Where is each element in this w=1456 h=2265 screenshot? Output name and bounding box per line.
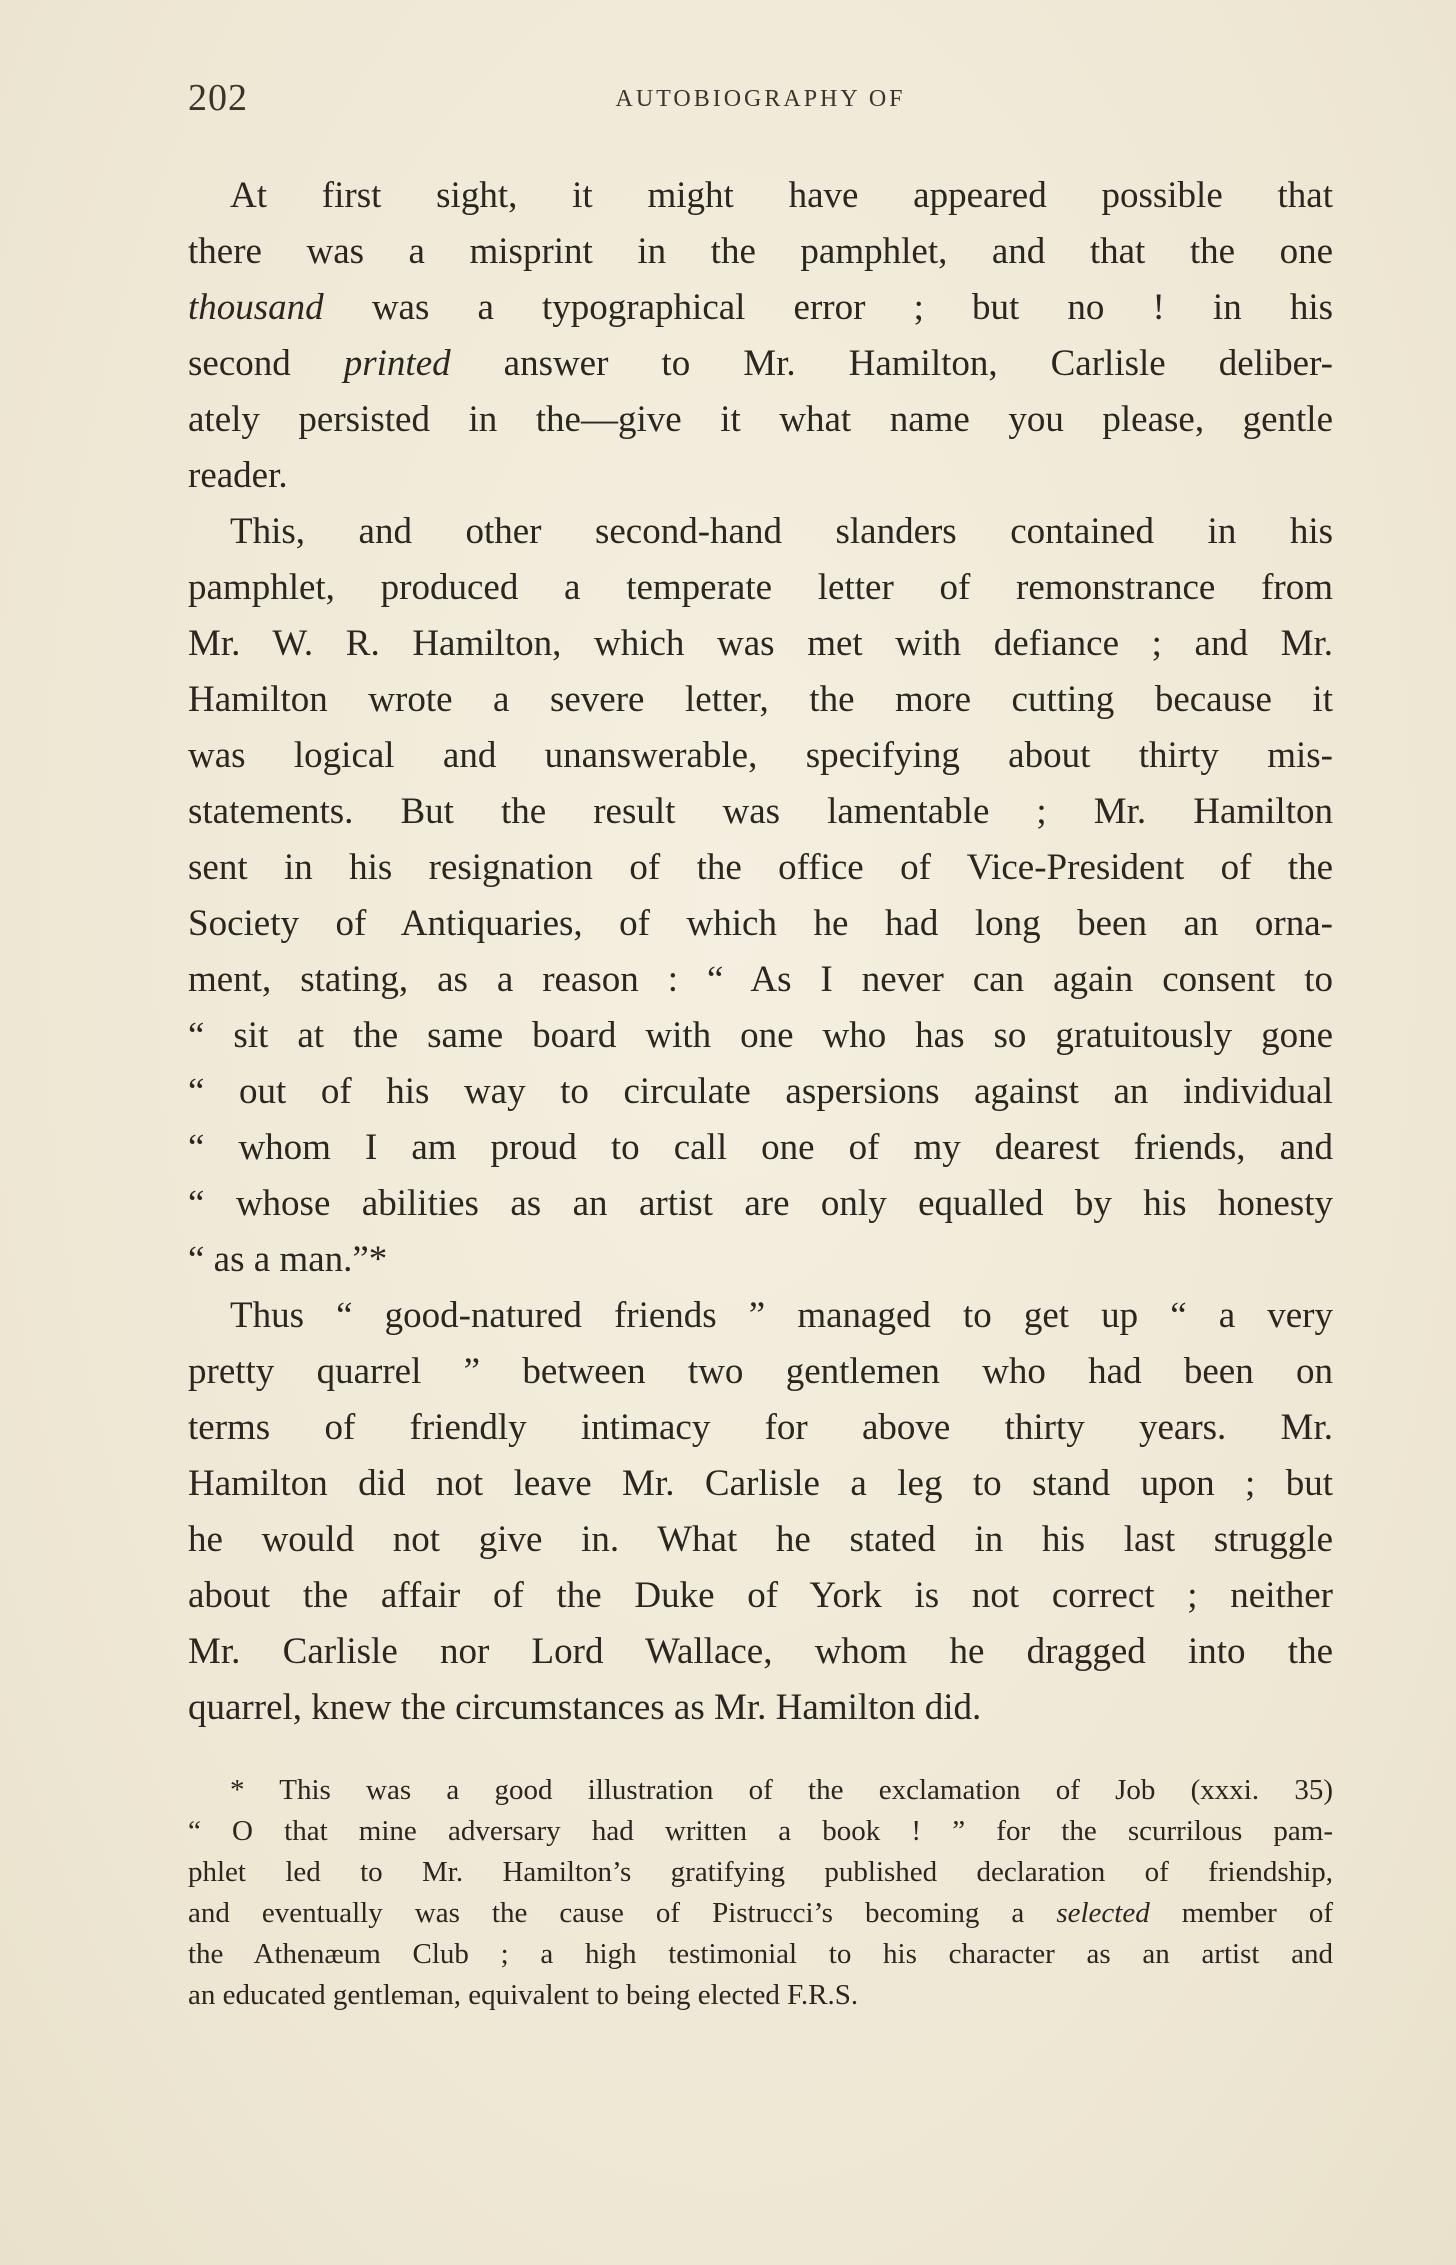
text-line-part: answer to Mr. Hamilton, Carlisle deliber- xyxy=(503,343,1334,384)
text-line-part: second xyxy=(188,343,291,384)
text-line xyxy=(188,336,1333,392)
text-line: “ sit at the same board with one who has so gratuitously gone xyxy=(188,1015,1333,1056)
text-line: This, and other second-hand slanders contained in his xyxy=(230,511,1333,552)
text-line: he would not give in. What he stated in his last struggle xyxy=(188,1519,1333,1560)
footnote-line: * This was a good illustration of the exclamation of Job (xxxi. 35) xyxy=(230,1774,1333,1806)
text-line-part: was a typographical error ; but no ! in his xyxy=(371,287,1333,328)
footnote-line: the Athenæum Club ; a high testimonial to his character as an artist and xyxy=(188,1938,1333,1970)
text-line: ment, stating, as a reason : “ As I never can again consent to xyxy=(188,959,1333,1000)
text-line: Thus “ good-natured friends ” managed to get up “ a very xyxy=(230,1295,1333,1336)
text-line: pretty quarrel ” between two gentlemen who had been on xyxy=(188,1351,1333,1392)
footnote-line: “ O that mine adversary had written a book ! ” for the scurrilous pam- xyxy=(188,1815,1333,1847)
text-line: reader. xyxy=(188,455,288,496)
text-line: terms of friendly intimacy for above thirty years. Mr. xyxy=(188,1407,1333,1448)
footnote xyxy=(188,1770,1333,2016)
italic-word: printed xyxy=(343,343,451,384)
footnote-line: an educated gentleman, equivalent to being elected F.R.S. xyxy=(188,1979,859,2011)
body-text xyxy=(188,168,1333,1736)
text-line: Mr. W. R. Hamilton, which was met with defiance ; and Mr. xyxy=(188,623,1333,664)
text-line: pamphlet, produced a temperate letter of remonstrance from xyxy=(188,567,1333,608)
page-header xyxy=(188,76,1333,126)
text-line: “ whom I am proud to call one of my dearest friends, and xyxy=(188,1127,1333,1168)
text-line: Hamilton did not leave Mr. Carlisle a leg to stand upon ; but xyxy=(188,1463,1333,1504)
footnote-line: phlet led to Mr. Hamilton’s gratifying published declaration of friendship, xyxy=(188,1856,1333,1888)
italic-word: thousand xyxy=(188,287,324,328)
text-line: At first sight, it might have appeared possible that xyxy=(230,175,1333,216)
text-line: “ whose abilities as an artist are only equalled by his honesty xyxy=(188,1183,1333,1224)
text-line: sent in his resignation of the office of Vice-President of the xyxy=(188,847,1333,888)
italic-word: selected xyxy=(1056,1897,1150,1929)
footnote-line-part: member of xyxy=(1181,1897,1334,1929)
page-number: 202 xyxy=(188,77,248,119)
footnote-line-part: and eventually was the cause of Pistrucci’s becoming a xyxy=(188,1897,1025,1929)
text-line: statements. But the result was lamentable ; Mr. Hamilton xyxy=(188,791,1333,832)
footnote-line xyxy=(188,1893,1333,1934)
running-head: AUTOBIOGRAPHY OF xyxy=(615,86,906,112)
text-line: Society of Antiquaries, of which he had long been an orna- xyxy=(188,903,1333,944)
text-line: was logical and unanswerable, specifying about thirty mis- xyxy=(188,735,1333,776)
text-line: there was a misprint in the pamphlet, and that the one xyxy=(188,231,1333,272)
text-line: “ as a man.”* xyxy=(188,1239,388,1280)
text-line: about the affair of the Duke of York is not correct ; neither xyxy=(188,1575,1333,1616)
text-line xyxy=(188,280,1333,336)
text-line: ately persisted in the—give it what name you please, gentle xyxy=(188,399,1333,440)
text-line: “ out of his way to circulate aspersions against an individual xyxy=(188,1071,1333,1112)
text-line: Hamilton wrote a severe letter, the more cutting because it xyxy=(188,679,1333,720)
text-line: Mr. Carlisle nor Lord Wallace, whom he dragged into the xyxy=(188,1631,1333,1672)
text-line: quarrel, knew the circumstances as Mr. Hamilton did. xyxy=(188,1687,982,1728)
